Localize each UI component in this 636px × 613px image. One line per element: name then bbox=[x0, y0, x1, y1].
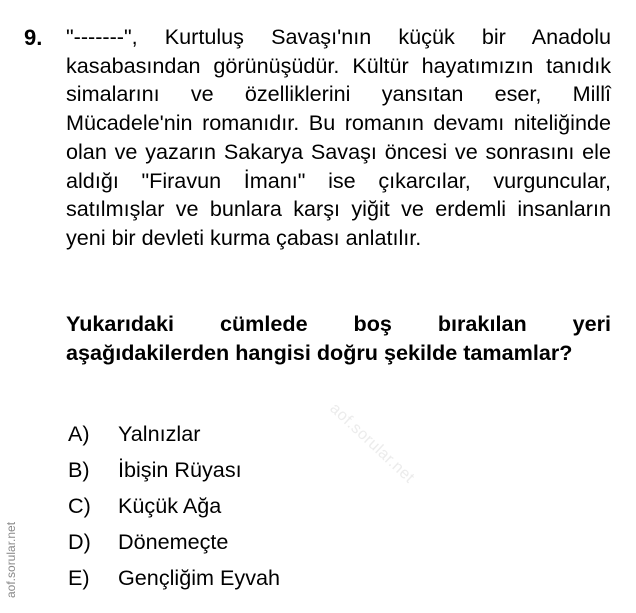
option-e[interactable] bbox=[68, 560, 280, 596]
option-c[interactable] bbox=[68, 488, 280, 524]
option-text: Gençliğim Eyvah bbox=[118, 565, 281, 590]
option-b[interactable] bbox=[68, 452, 280, 488]
option-text: Yalnızlar bbox=[118, 421, 201, 446]
option-letter: E) bbox=[68, 565, 90, 590]
watermark-side: aof.sorular.net bbox=[4, 521, 18, 598]
option-letter: D) bbox=[68, 529, 91, 554]
option-letter: C) bbox=[68, 493, 91, 518]
option-letter: A) bbox=[68, 421, 90, 446]
question-number: 9. bbox=[24, 25, 43, 50]
watermark-diagonal: aof.sorular.net bbox=[326, 400, 418, 487]
answer-options bbox=[68, 416, 280, 596]
option-text: Dönemeçte bbox=[118, 529, 229, 554]
option-letter: B) bbox=[68, 457, 90, 482]
option-a[interactable] bbox=[68, 416, 280, 452]
option-d[interactable] bbox=[68, 524, 280, 560]
question-prompt: Yukarıdaki cümlede boş bırakılan yeri aşağıdakilerden hangisi doğru şekilde tamamlar? bbox=[66, 311, 611, 365]
question-body: "-------", Kurtuluş Savaşı'nın küçük bir Anadolu kasabasından görünüşüdür. Kültür hayatımızın tanıdık simalarını ve özelliklerini yansıtan eser, Millî Mücadele'nin romanıdır. Bu romanın devamı niteliğinde olan ve yazarın Sakarya Savaşı öncesi ve sonrasını ele aldığı "Firavun İmanı" ise çıkarcılar, vurguncular, satılmışlar ve bunlara karşı yiğit ve erdemli insanların yeni bir devleti kurma çabası anlatılır. bbox=[66, 24, 611, 250]
option-text: İbişin Rüyası bbox=[118, 457, 242, 482]
option-text: Küçük Ağa bbox=[118, 493, 222, 518]
